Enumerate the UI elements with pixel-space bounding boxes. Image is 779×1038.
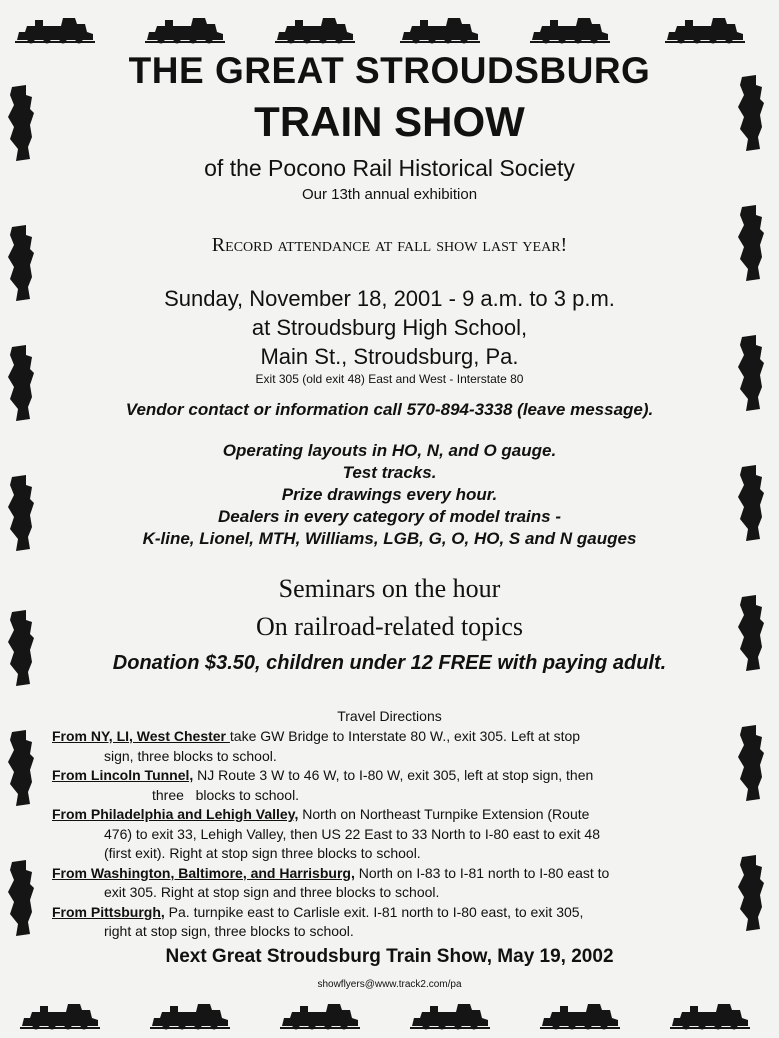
direction-cont: exit 305. Right at stop sign and three blocks to school. <box>104 884 440 900</box>
subtitle: of the Pocono Rail Historical Society <box>204 155 575 181</box>
locomotive-icon <box>400 14 480 44</box>
vendor-contact: Vendor contact or information call 570-894-3338 (leave message). <box>125 400 654 419</box>
address-line: Main St., Stroudsburg, Pa. <box>260 344 519 369</box>
direction-lead: From Philadelphia and Lehigh Valley, <box>52 806 299 822</box>
locomotive-icon <box>410 1000 490 1030</box>
direction-text: take GW Bridge to Interstate 80 W., exit 305. Left at stop <box>229 728 581 744</box>
feature-item: Operating layouts in HO, N, and O gauge. <box>222 441 557 460</box>
locomotive-icon <box>15 14 95 44</box>
direction-philadelphia <box>52 805 737 864</box>
travel-directions-heading: Travel Directions <box>337 708 442 724</box>
venue-line: at Stroudsburg High School, <box>251 315 528 340</box>
subtitle-annual: Our 13th annual exhibition <box>301 186 478 203</box>
direction-lead: From NY, LI, West Chester <box>52 728 230 744</box>
direction-text: Pa. turnpike east to Carlisle exit. I-81 north to I-80 east, to exit 305, <box>164 903 584 920</box>
locomotive-icon <box>665 14 745 44</box>
page-title-line1: THE GREAT STROUDSBURG <box>128 50 651 91</box>
locomotive-icon <box>150 1000 230 1030</box>
direction-lincoln-tunnel <box>52 766 737 805</box>
seminars-topics-line: On railroad-related topics <box>255 612 524 641</box>
direction-cont: (first exit). Right at stop sign three blocks to school. <box>104 845 421 861</box>
exit-note: Exit 305 (old exit 48) East and West - Interstate 80 <box>255 372 524 386</box>
direction-text: North on I-83 to I-81 north to I-80 east to <box>354 864 610 881</box>
next-show-line: Next Great Stroudsburg Train Show, May 19, 2002 <box>165 946 614 967</box>
direction-cont: right at stop sign, three blocks to school. <box>104 923 354 939</box>
contact-email: showflyers@www.track2.com/pa <box>317 979 462 990</box>
locomotive-icon <box>670 1000 750 1030</box>
direction-lead: From Lincoln Tunnel, <box>52 767 194 783</box>
direction-cont: 476) to exit 33, Lehigh Valley, then US 22 East to 33 North to I-80 east to exit 48 <box>104 825 601 842</box>
feature-item: K-line, Lionel, MTH, Williams, LGB, G, O, HO, S and N gauges <box>142 529 637 548</box>
date-location-block <box>0 284 779 371</box>
locomotive-icon <box>738 725 764 801</box>
direction-text: North on Northeast Turnpike Extension (Route <box>298 806 590 822</box>
direction-ny <box>52 727 737 766</box>
locomotive-icon <box>8 730 34 806</box>
direction-pittsburgh <box>52 903 737 942</box>
features-list <box>0 440 779 550</box>
locomotive-icon <box>20 1000 100 1030</box>
date-line: Sunday, November 18, 2001 - 9 a.m. to 3 p.m. <box>164 286 615 311</box>
locomotive-icon <box>275 14 355 44</box>
locomotive-icon <box>280 1000 360 1030</box>
locomotive-icon <box>530 14 610 44</box>
directions-list <box>52 727 737 942</box>
locomotive-icon <box>145 14 225 44</box>
direction-washington <box>52 864 737 903</box>
feature-item: Prize drawings every hour. <box>281 485 498 504</box>
donation-line: Donation $3.50, children under 12 FREE with paying adult. <box>112 652 667 674</box>
locomotive-icon <box>8 860 34 936</box>
page-title-line2: TRAIN SHOW <box>254 98 525 145</box>
direction-cont: sign, three blocks to school. <box>104 747 277 764</box>
locomotive-icon <box>738 855 764 931</box>
direction-lead: From Pittsburgh, <box>52 903 165 920</box>
seminars-line: Seminars on the hour <box>278 574 501 603</box>
direction-lead: From Washington, Baltimore, and Harrisburg, <box>52 864 355 881</box>
direction-cont: three blocks to school. <box>152 786 300 803</box>
direction-text: NJ Route 3 W to 46 W, to I-80 W, exit 305, left at stop sign, then <box>193 767 594 783</box>
feature-item: Test tracks. <box>342 463 437 482</box>
feature-item: Dealers in every category of model trains - <box>218 507 561 526</box>
record-attendance-line: Record attendance at fall show last year! <box>211 234 568 256</box>
seminars-block <box>0 570 779 646</box>
locomotive-icon <box>540 1000 620 1030</box>
